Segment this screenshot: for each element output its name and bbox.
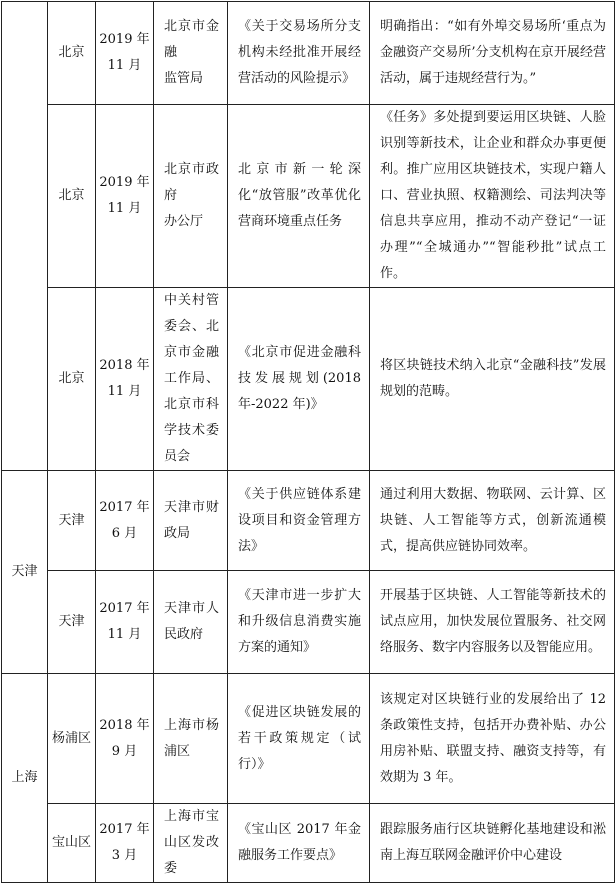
document-title-cell: 《促进区块链发展的若干政策规定（试行）》 bbox=[228, 674, 370, 804]
issuer-cell: 北京市金融 监管局 bbox=[154, 2, 228, 105]
date-cell: 2017 年 3 月 bbox=[96, 804, 154, 883]
table-row bbox=[2, 105, 615, 288]
document-title-cell: 《关于交易场所分支机构未经批准开展经营活动的风险提示》 bbox=[228, 2, 370, 105]
document-title-cell: 《北京市促进金融科技发展规划(2018 年-2022 年)》 bbox=[228, 288, 370, 471]
issuer-cell: 上海市杨浦区 bbox=[154, 674, 228, 804]
area-cell: 宝山区 bbox=[48, 804, 96, 883]
region-cell: 上海 bbox=[2, 674, 48, 883]
content-cell: 将区块链技术纳入北京“金融科技”发展规划的范畴。 bbox=[370, 288, 615, 471]
table-row bbox=[2, 571, 615, 674]
document-title-cell: 《宝山区 2017 年金融服务工作要点》 bbox=[228, 804, 370, 883]
issuer-cell: 北京市政府 办公厅 bbox=[154, 105, 228, 288]
date-cell: 2017 年 11 月 bbox=[96, 571, 154, 674]
date-cell: 2019 年 11 月 bbox=[96, 105, 154, 288]
content-cell: 该规定对区块链行业的发展给出了 12 条政策性支持，包括开办费补贴、办公用房补贴、联盟支持、融资支持等，有效期为 3 年。 bbox=[370, 674, 615, 804]
area-cell: 北京 bbox=[48, 288, 96, 471]
table-row bbox=[2, 804, 615, 883]
table-row bbox=[2, 674, 615, 804]
policy-table bbox=[1, 1, 615, 883]
issuer-cell: 天津市人民政府 bbox=[154, 571, 228, 674]
document-title-cell: 《关于供应链体系建设项目和资金管理方法》 bbox=[228, 471, 370, 571]
date-cell: 2017 年 6 月 bbox=[96, 471, 154, 571]
area-cell: 北京 bbox=[48, 2, 96, 105]
area-cell: 天津 bbox=[48, 471, 96, 571]
area-cell: 北京 bbox=[48, 105, 96, 288]
date-cell: 2018 年 9 月 bbox=[96, 674, 154, 804]
issuer-cell: 天津市财政局 bbox=[154, 471, 228, 571]
issuer-cell: 上海市宝山区发改委 bbox=[154, 804, 228, 883]
content-cell: 通过利用大数据、物联网、云计算、区块链、人工智能等方式，创新流通模式，提高供应链协同效率。 bbox=[370, 471, 615, 571]
content-cell: 跟踪服务庙行区块链孵化基地建设和淞南上海互联网金融评价中心建设 bbox=[370, 804, 615, 883]
table-row bbox=[2, 288, 615, 471]
document-title-cell: 《天津市进一步扩大和升级信息消费实施方案的通知》 bbox=[228, 571, 370, 674]
document-title-cell: 北京市新一轮深化“放管服”改革优化营商环境重点任务 bbox=[228, 105, 370, 288]
table-row bbox=[2, 471, 615, 571]
region-cell bbox=[2, 2, 48, 471]
content-cell: 《任务》多处提到要运用区块链、人脸识别等新技术，让企业和群众办事更便利。推广应用区块链技术，实现户籍人口、营业执照、权籍测绘、司法判决等信息共享应用，推动不动产登记“一证办理”“全城通办”“智能秒批”试点工作。 bbox=[370, 105, 615, 288]
region-cell: 天津 bbox=[2, 471, 48, 674]
issuer-cell: 中关村管委会、北京市金融工作局、北京市科学技术委员会 bbox=[154, 288, 228, 471]
content-cell: 明确指出：“如有外埠交易场所‘重点为金融资产交易所’分支机构在京开展经营活动，属于违规经营行为。” bbox=[370, 2, 615, 105]
date-cell: 2019 年 11 月 bbox=[96, 2, 154, 105]
area-cell: 天津 bbox=[48, 571, 96, 674]
table-row bbox=[2, 2, 615, 105]
content-cell: 开展基于区块链、人工智能等新技术的试点应用，加快发展位置服务、社交网络服务、数字内容服务以及智能应用。 bbox=[370, 571, 615, 674]
area-cell: 杨浦区 bbox=[48, 674, 96, 804]
date-cell: 2018 年 11 月 bbox=[96, 288, 154, 471]
